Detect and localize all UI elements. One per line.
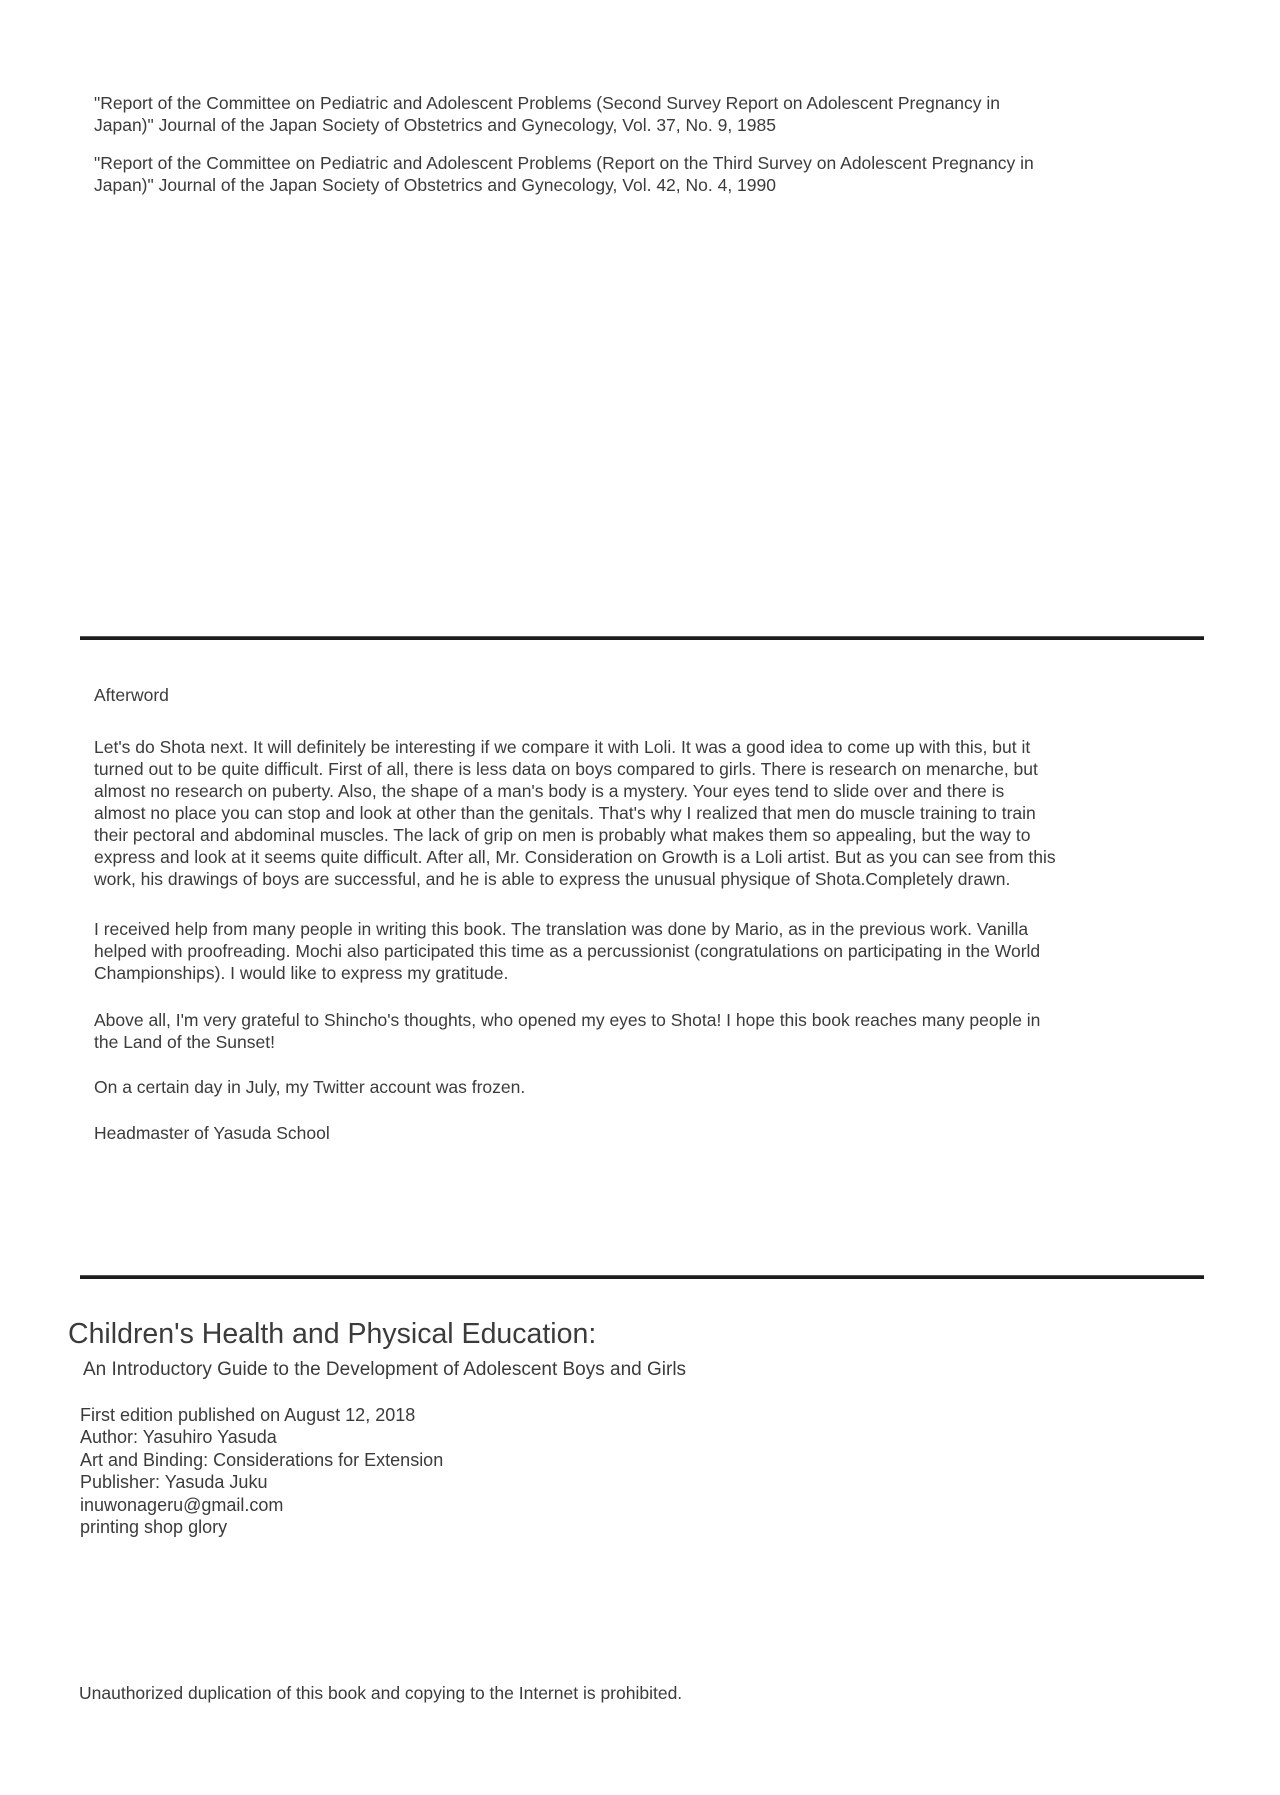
section-divider — [80, 636, 1204, 640]
book-subtitle: An Introductory Guide to the Development of Adolescent Boys and Girls — [83, 1359, 687, 1380]
colophon-line-printer: printing shop glory — [80, 1517, 228, 1538]
colophon-section — [80, 1404, 443, 1538]
references-section — [94, 92, 1057, 196]
copyright-notice: Unauthorized duplication of this book and copying to the Internet is prohibited. — [79, 1683, 683, 1703]
afterword-section — [94, 684, 1057, 1144]
afterword-paragraph: Let's do Shota next. It will definitely be interesting if we compare it with Loli. It was a good idea to come up with this, but it turned out to be quite difficult. First of all, there is less data on boys compared to girls. There is research on menarche, but almost no research on puberty. Also, the shape of a man's body is a mystery. Your eyes tend to slide over and there is almost no place you can stop and look at other than the genitals. That's why I realized that men do muscle training to train their pectoral and abdominal muscles. The lack of grip on men is probably what makes them so appealing, but the way to express and look at it seems quite difficult. After all, Mr. Consideration on Growth is a Loli artist. But as you can see from this work, his drawings of boys are successful, and he is able to express the unusual physique of Shota.Completely drawn. — [94, 737, 1056, 889]
colophon-line-art-binding: Art and Binding: Considerations for Extension — [80, 1449, 444, 1470]
afterword-signature: Headmaster of Yasuda School — [94, 1123, 330, 1143]
colophon-line-author: Author: Yasuhiro Yasuda — [80, 1427, 277, 1448]
book-title: Children's Health and Physical Education: — [68, 1318, 597, 1350]
colophon-line-email: inuwonageru@gmail.com — [80, 1494, 284, 1515]
reference-entry: "Report of the Committee on Pediatric and Adolescent Problems (Second Survey Report on Adolescent Pregnancy in Japan)" Journal of the Japan Society of Obstetrics and Gynecology, Vol. 37, No. 9, 1985 — [94, 93, 1001, 135]
reference-entry: "Report of the Committee on Pediatric and Adolescent Problems (Report on the Third Survey on Adolescent Pregnancy in Japan)" Journal of the Japan Society of Obstetrics and Gynecology, Vol. 42, No. 4, 1990 — [94, 153, 1034, 195]
afterword-paragraph: Above all, I'm very grateful to Shincho's thoughts, who opened my eyes to Shota! I hope this book reaches many people in the Land of the Sunset! — [94, 1010, 1041, 1052]
afterword-paragraph: On a certain day in July, my Twitter account was frozen. — [94, 1077, 526, 1097]
section-divider — [80, 1275, 1204, 1279]
colophon-line-publisher: Publisher: Yasuda Juku — [80, 1472, 268, 1493]
colophon-line-edition: First edition published on August 12, 2018 — [80, 1405, 416, 1425]
afterword-paragraph: I received help from many people in writing this book. The translation was done by Mario, as in the previous work. Vanilla helped with proofreading. Mochi also participated this time as a percussionist (congratulations on participating in the World Championships). I would like to express my gratitude. — [94, 919, 1041, 983]
afterword-heading: Afterword — [94, 685, 169, 705]
